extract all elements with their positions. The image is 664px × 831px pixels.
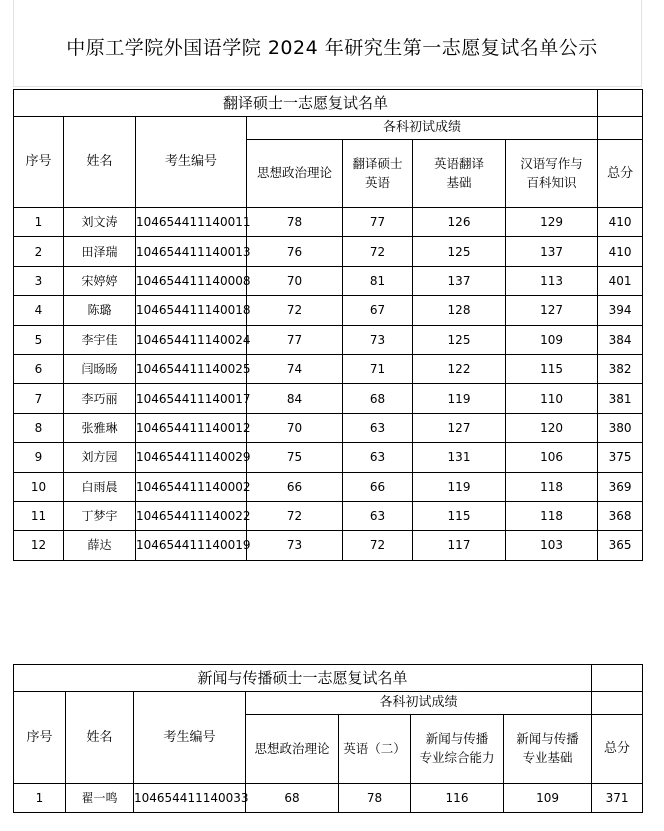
cell-score-1: 70: [247, 266, 343, 295]
cell-seq: 1: [14, 784, 66, 813]
header-subject-2: 翻译硕士 英语: [343, 140, 413, 208]
cell-seq: 3: [14, 266, 64, 295]
cell-score-3: 125: [413, 237, 506, 266]
table-row: [14, 531, 643, 560]
cell-seq: 7: [14, 384, 64, 413]
cell-seq: 6: [14, 354, 64, 383]
cell-total: 384: [598, 325, 643, 354]
table-body: [14, 208, 643, 561]
header-candidate-id: 考生编号: [134, 692, 246, 784]
header-subject-1: 思想政治理论: [246, 715, 339, 784]
table-row: [14, 501, 643, 530]
cell-name: 刘文涛: [64, 208, 136, 237]
cell-score-2: 67: [343, 296, 413, 325]
cell-score-4: 120: [506, 413, 598, 442]
cell-seq: 2: [14, 237, 64, 266]
empty-cell: [592, 692, 643, 715]
table-row: [14, 472, 643, 501]
cell-score-2: 72: [343, 531, 413, 560]
cell-total: 394: [598, 296, 643, 325]
cell-score-1: 72: [247, 296, 343, 325]
empty-cell: [592, 665, 643, 692]
header-subject-group: 各科初试成绩: [247, 117, 598, 140]
document-title: 中原工学院外国语学院 2024 年研究生第一志愿复试名单公示: [66, 37, 598, 59]
cell-candidate-id: 104654411140019: [136, 531, 247, 560]
table-caption: 翻译硕士一志愿复试名单: [14, 90, 598, 117]
header-name: 姓名: [66, 692, 134, 784]
cell-score-4: 110: [506, 384, 598, 413]
cell-score-2: 63: [343, 413, 413, 442]
cell-name: 陈璐: [64, 296, 136, 325]
cell-name: 李巧丽: [64, 384, 136, 413]
cell-score-4: 106: [506, 443, 598, 472]
header-subject-4: 新闻与传播 专业基础: [504, 715, 592, 784]
header-subject-3: 新闻与传播 专业综合能力: [411, 715, 504, 784]
table-row: [14, 413, 643, 442]
cell-candidate-id: 104654411140018: [136, 296, 247, 325]
cell-score-1: 68: [246, 784, 339, 813]
cell-name: 白雨晨: [64, 472, 136, 501]
cell-score-2: 66: [343, 472, 413, 501]
empty-cell: [598, 90, 643, 117]
cell-candidate-id: 104654411140029: [136, 443, 247, 472]
cell-seq: 8: [14, 413, 64, 442]
cell-score-2: 71: [343, 354, 413, 383]
cell-candidate-id: 104654411140017: [136, 384, 247, 413]
table-row: [14, 443, 643, 472]
cell-score-2: 77: [343, 208, 413, 237]
cell-name: 闫旸旸: [64, 354, 136, 383]
cell-seq: 4: [14, 296, 64, 325]
cell-score-2: 81: [343, 266, 413, 295]
cell-score-3: 137: [413, 266, 506, 295]
cell-name: 张雅琳: [64, 413, 136, 442]
cell-score-4: 113: [506, 266, 598, 295]
cell-score-1: 66: [247, 472, 343, 501]
cell-score-3: 125: [413, 325, 506, 354]
cell-score-1: 75: [247, 443, 343, 472]
cell-name: 薛达: [64, 531, 136, 560]
cell-score-1: 77: [247, 325, 343, 354]
table-row: [14, 384, 643, 413]
table-caption: 新闻与传播硕士一志愿复试名单: [14, 665, 592, 692]
header-name: 姓名: [64, 117, 136, 208]
cell-score-1: 78: [247, 208, 343, 237]
header-candidate-id: 考生编号: [136, 117, 247, 208]
cell-score-3: 122: [413, 354, 506, 383]
header-total: 总分: [598, 140, 643, 208]
cell-total: 382: [598, 354, 643, 383]
cell-score-2: 72: [343, 237, 413, 266]
cell-seq: 9: [14, 443, 64, 472]
cell-score-4: 137: [506, 237, 598, 266]
header-subject-1: 思想政治理论: [247, 140, 343, 208]
cell-score-4: 109: [506, 325, 598, 354]
cell-name: 翟一鸣: [66, 784, 134, 813]
cell-seq: 12: [14, 531, 64, 560]
header-subject-2: 英语（二）: [339, 715, 411, 784]
cell-name: 丁梦宇: [64, 501, 136, 530]
cell-candidate-id: 104654411140011: [136, 208, 247, 237]
table-row: [14, 266, 643, 295]
cell-score-3: 119: [413, 384, 506, 413]
cell-score-3: 131: [413, 443, 506, 472]
cell-score-3: 119: [413, 472, 506, 501]
cell-score-1: 70: [247, 413, 343, 442]
cell-total: 410: [598, 208, 643, 237]
empty-cell: [598, 117, 643, 140]
cell-candidate-id: 104654411140008: [136, 266, 247, 295]
cell-candidate-id: 104654411140025: [136, 354, 247, 383]
cell-score-1: 72: [247, 501, 343, 530]
cell-total: 369: [598, 472, 643, 501]
cell-total: 410: [598, 237, 643, 266]
cell-total: 380: [598, 413, 643, 442]
cell-score-2: 73: [343, 325, 413, 354]
cell-name: 田泽瑞: [64, 237, 136, 266]
table-body: [14, 784, 643, 813]
cell-total: 368: [598, 501, 643, 530]
cell-score-4: 103: [506, 531, 598, 560]
cell-score-3: 117: [413, 531, 506, 560]
cell-score-3: 128: [413, 296, 506, 325]
cell-score-2: 63: [343, 443, 413, 472]
cell-candidate-id: 104654411140033: [134, 784, 246, 813]
cell-score-4: 127: [506, 296, 598, 325]
cell-name: 宋婷婷: [64, 266, 136, 295]
cell-score-2: 78: [339, 784, 411, 813]
cell-name: 刘方园: [64, 443, 136, 472]
table-row: [14, 208, 643, 237]
cell-total: 365: [598, 531, 643, 560]
table-row: [14, 325, 643, 354]
header-subject-3: 英语翻译 基础: [413, 140, 506, 208]
header-seq: 序号: [14, 117, 64, 208]
cell-total: 375: [598, 443, 643, 472]
cell-score-1: 84: [247, 384, 343, 413]
table-row: [14, 784, 643, 813]
table-row: [14, 237, 643, 266]
cell-score-4: 118: [506, 472, 598, 501]
cell-score-4: 115: [506, 354, 598, 383]
cell-score-2: 63: [343, 501, 413, 530]
cell-candidate-id: 104654411140012: [136, 413, 247, 442]
cell-score-2: 68: [343, 384, 413, 413]
cell-candidate-id: 104654411140002: [136, 472, 247, 501]
mjc-interview-table: [13, 664, 643, 813]
cell-name: 李宇佳: [64, 325, 136, 354]
cell-candidate-id: 104654411140024: [136, 325, 247, 354]
cell-total: 381: [598, 384, 643, 413]
cell-seq: 5: [14, 325, 64, 354]
header-seq: 序号: [14, 692, 66, 784]
mti-interview-table: [13, 89, 643, 561]
cell-total: 371: [592, 784, 643, 813]
cell-score-1: 73: [247, 531, 343, 560]
cell-score-3: 127: [413, 413, 506, 442]
cell-candidate-id: 104654411140022: [136, 501, 247, 530]
cell-total: 401: [598, 266, 643, 295]
cell-score-4: 109: [504, 784, 592, 813]
cell-score-4: 118: [506, 501, 598, 530]
cell-score-3: 126: [413, 208, 506, 237]
cell-score-1: 76: [247, 237, 343, 266]
header-total: 总分: [592, 715, 643, 784]
cell-score-1: 74: [247, 354, 343, 383]
table-row: [14, 354, 643, 383]
cell-candidate-id: 104654411140013: [136, 237, 247, 266]
cell-score-3: 116: [411, 784, 504, 813]
header-subject-4: 汉语写作与 百科知识: [506, 140, 598, 208]
cell-seq: 10: [14, 472, 64, 501]
cell-seq: 1: [14, 208, 64, 237]
cell-score-3: 115: [413, 501, 506, 530]
header-subject-group: 各科初试成绩: [246, 692, 592, 715]
table-row: [14, 296, 643, 325]
cell-score-4: 129: [506, 208, 598, 237]
cell-seq: 11: [14, 501, 64, 530]
